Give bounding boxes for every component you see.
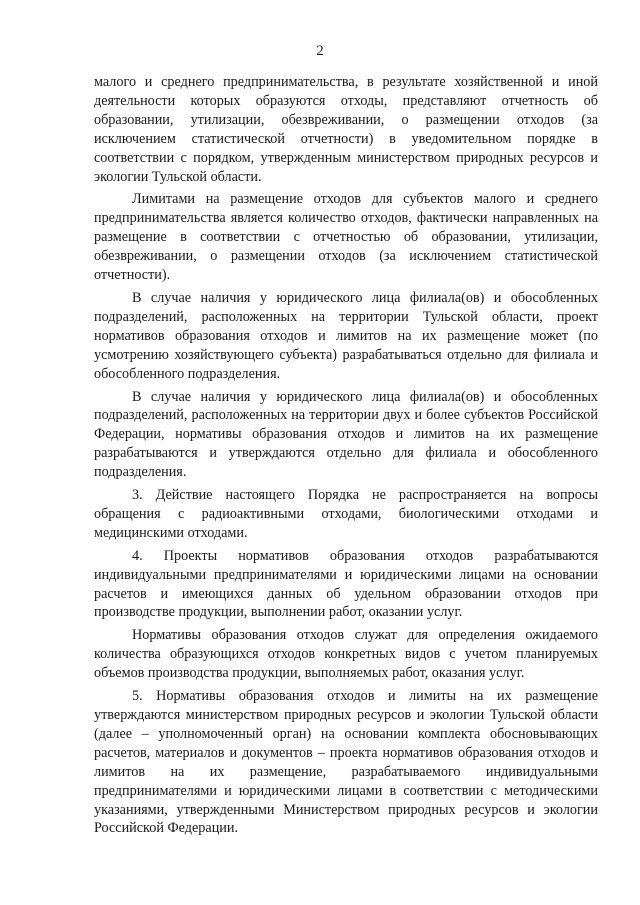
page-number: 2 (316, 43, 324, 59)
paragraph-norms-purpose: Нормативы образования отходов служат для определения ожидаемого количества образующихся отходов конкретных видов с учетом планируемых объемов производства продукции, выполняемых работ, оказания услуг. (94, 627, 598, 682)
body-text (94, 73, 598, 842)
paragraph-item-3: 3. Действие настоящего Порядка не распространяется на вопросы обращения с радиоактивными отходами, биологическими отходами и медицинскими отходами. (94, 487, 598, 541)
paragraph-continuation: малого и среднего предпринимательства, в результате хозяйственной и иной деятельности которых образуются отходы, представляют отчетность об образовании, утилизации, обезвреживании, о размещении отходов (за исключением статистической отчетности) в уведомительном порядке в соответствии с порядком, утвержденным министерством природных ресурсов и экологии Тульской области. (94, 74, 598, 185)
paragraph-branches-multiple-regions: В случае наличия у юридического лица филиала(ов) и обособленных подразделений, расположенных на территории двух и более субъектов Российской Федерации, нормативы образования отходов и лимитов на их размещение разрабатываются и утверждаются отдельно для филиала и обособленного подразделения. (94, 388, 598, 481)
paragraph-item-5: 5. Нормативы образования отходов и лимиты на их размещение утверждаются министерством природных ресурсов и экологии Тульской области (далее – уполномоченный орган) на основании комплекта обосновывающих расчетов, материалов и документов – проекта нормативов образования отходов и лимитов на их размещение, разрабатываемого индивидуальными предпринимателями и юридическими лицами в соответствии с методическими указаниями, утвержденными Министерством природных ресурсов и экологии Российской Федерации. (94, 688, 598, 837)
paragraph-limits-definition: Лимитами на размещение отходов для субъектов малого и среднего предпринимательства является количество отходов, фактически направленных на размещение в соответствии с отчетностью об образовании, утилизации, обезвреживании, о размещении отходов (за исключением статистической отчетности). (94, 191, 598, 284)
paragraph-branches-tula: В случае наличия у юридического лица филиала(ов) и обособленных подразделений, расположенных на территории Тульской области, проект нормативов образования отходов и лимитов на их размещение может (по усмотрению хозяйствующего субъекта) разрабатываться отдельно для филиала и обособленного подразделения. (94, 289, 598, 382)
paragraph-item-4: 4. Проекты нормативов образования отходов разрабатываются индивидуальными предпринимателями и юридическими лицами на основании расчетов и имеющихся данных об удельном образовании отходов при производстве продукции, выполнении работ, оказании услуг. (94, 547, 598, 621)
